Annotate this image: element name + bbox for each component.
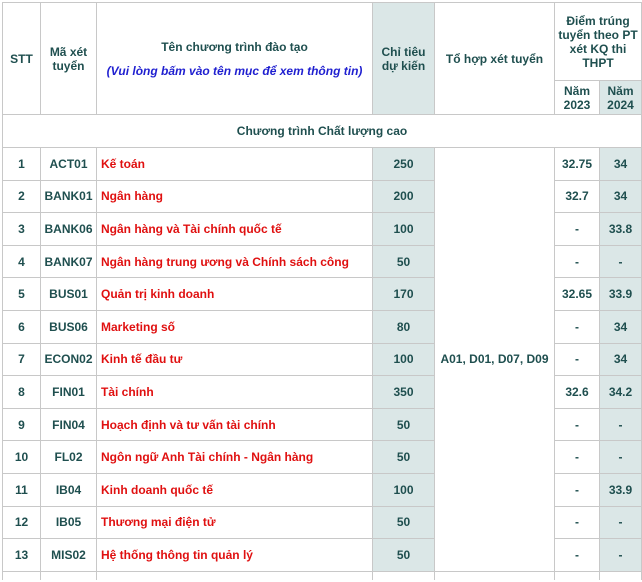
score-2023: -	[555, 310, 600, 343]
row-stt: 1	[3, 148, 41, 181]
row-quota: 200	[373, 180, 435, 213]
program-link[interactable]: Hệ thống thông tin quản lý	[97, 539, 373, 572]
row-stt: 7	[3, 343, 41, 376]
header-program	[97, 3, 373, 115]
section-title: Chương trình Chất lượng cao	[3, 115, 642, 148]
score-2023: -	[555, 539, 600, 572]
row-code: FIN04	[41, 408, 97, 441]
score-2024: -	[600, 245, 642, 278]
score-2024: 33.9	[600, 473, 642, 506]
header-program-note: (Vui lòng bấm vào tên mục để xem thông tin)	[106, 63, 363, 78]
continuation-cell	[373, 571, 435, 580]
table-row	[3, 148, 642, 181]
score-2023: 32.7	[555, 180, 600, 213]
continuation-cell	[97, 571, 373, 580]
continuation-cell	[600, 571, 642, 580]
score-2023: 32.65	[555, 278, 600, 311]
row-code: BUS01	[41, 278, 97, 311]
program-link[interactable]: Ngân hàng và Tài chính quốc tế	[97, 213, 373, 246]
admission-table	[2, 2, 642, 580]
row-quota: 250	[373, 148, 435, 181]
row-stt: 9	[3, 408, 41, 441]
score-2024: -	[600, 539, 642, 572]
row-code: ECON02	[41, 343, 97, 376]
continuation-cell	[435, 571, 555, 580]
header-combo: Tổ hợp xét tuyển	[435, 3, 555, 115]
row-code: BUS06	[41, 310, 97, 343]
table-continuation	[3, 571, 642, 580]
program-link[interactable]: Kinh tế đầu tư	[97, 343, 373, 376]
program-link[interactable]: Kế toán	[97, 148, 373, 181]
row-code: BANK01	[41, 180, 97, 213]
continuation-cell	[41, 571, 97, 580]
header-code: Mã xét tuyển	[41, 3, 97, 115]
row-code: BANK06	[41, 213, 97, 246]
row-stt: 8	[3, 376, 41, 409]
score-2024: 34.2	[600, 376, 642, 409]
score-2023: 32.75	[555, 148, 600, 181]
program-link[interactable]: Ngân hàng trung ương và Chính sách công	[97, 245, 373, 278]
score-2023: -	[555, 473, 600, 506]
combo-value: A01, D01, D07, D09	[435, 148, 555, 572]
row-code: IB05	[41, 506, 97, 539]
program-link[interactable]: Quản trị kinh doanh	[97, 278, 373, 311]
row-quota: 50	[373, 245, 435, 278]
row-quota: 50	[373, 506, 435, 539]
program-link[interactable]: Thương mại điện tử	[97, 506, 373, 539]
row-code: ACT01	[41, 148, 97, 181]
row-code: MIS02	[41, 539, 97, 572]
row-stt: 6	[3, 310, 41, 343]
row-stt: 12	[3, 506, 41, 539]
row-quota: 80	[373, 310, 435, 343]
score-2023: -	[555, 441, 600, 474]
header-year-2023: Năm 2023	[555, 81, 600, 115]
row-stt: 4	[3, 245, 41, 278]
score-2024: 33.8	[600, 213, 642, 246]
score-2024: -	[600, 506, 642, 539]
score-2023: -	[555, 213, 600, 246]
score-2024: 34	[600, 148, 642, 181]
program-link[interactable]: Ngân hàng	[97, 180, 373, 213]
row-stt: 11	[3, 473, 41, 506]
header-quota: Chỉ tiêu dự kiến	[373, 3, 435, 115]
row-quota: 50	[373, 441, 435, 474]
row-quota: 170	[373, 278, 435, 311]
row-stt: 5	[3, 278, 41, 311]
score-2024: 34	[600, 180, 642, 213]
score-2023: 32.6	[555, 376, 600, 409]
score-2024: 34	[600, 343, 642, 376]
program-link[interactable]: Kinh doanh quốc tế	[97, 473, 373, 506]
score-2023: -	[555, 506, 600, 539]
row-code: IB04	[41, 473, 97, 506]
row-quota: 50	[373, 408, 435, 441]
row-stt: 3	[3, 213, 41, 246]
row-quota: 350	[373, 376, 435, 409]
row-code: FL02	[41, 441, 97, 474]
program-link[interactable]: Marketing số	[97, 310, 373, 343]
score-2023: -	[555, 343, 600, 376]
header-stt: STT	[3, 3, 41, 115]
score-2024: -	[600, 408, 642, 441]
row-code: FIN01	[41, 376, 97, 409]
row-quota: 100	[373, 213, 435, 246]
continuation-cell	[3, 571, 41, 580]
row-stt: 2	[3, 180, 41, 213]
score-2024: 33.9	[600, 278, 642, 311]
header-program-title: Tên chương trình đào tạo	[161, 39, 308, 54]
row-quota: 50	[373, 539, 435, 572]
score-2023: -	[555, 245, 600, 278]
row-stt: 10	[3, 441, 41, 474]
row-stt: 13	[3, 539, 41, 572]
program-link[interactable]: Ngôn ngữ Anh Tài chính - Ngân hàng	[97, 441, 373, 474]
row-quota: 100	[373, 343, 435, 376]
header-score: Điểm trúng tuyển theo PT xét KQ thi THPT	[555, 3, 642, 81]
header-year-2024: Năm 2024	[600, 81, 642, 115]
continuation-cell	[555, 571, 600, 580]
score-2024: -	[600, 441, 642, 474]
program-link[interactable]: Hoạch định và tư vấn tài chính	[97, 408, 373, 441]
program-link[interactable]: Tài chính	[97, 376, 373, 409]
row-quota: 100	[373, 473, 435, 506]
score-2024: 34	[600, 310, 642, 343]
row-code: BANK07	[41, 245, 97, 278]
score-2023: -	[555, 408, 600, 441]
